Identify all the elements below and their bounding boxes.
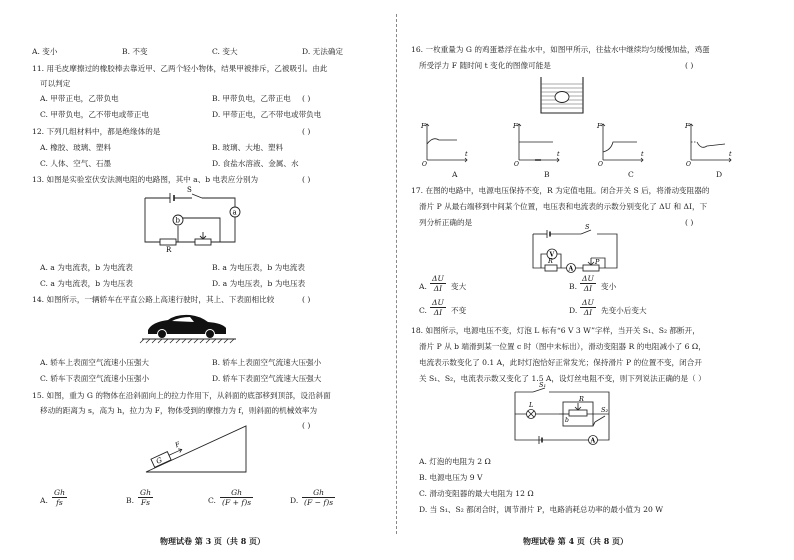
q15-option-b-letter: B. [126,496,134,505]
q15-block-label: G [155,456,164,466]
q17-option-a-text: 变大 [451,282,467,291]
svg-text:P: P [595,258,600,266]
q18-option-a: A. 灯泡的电阻为 2 Ω [419,457,491,466]
q18-stem-line3: 电流表示数变化了 0.1 A，此时灯泡恰好正常发光；保持滑片 P 的位置不变，闭合开 [419,358,702,367]
q13-option-c: C. a 为电流表，b 为电压表 [40,279,133,288]
q18-stem-line1: 18. 如图所示，电源电压不变，灯泡 L 标有“6 V 3 W”字样，当开关 S₁、S₂ 都断开， [411,326,700,335]
q10-option-a: A. 变小 [32,47,58,56]
q17-option-c-letter: C. [419,306,427,315]
q17-stem-line1: 17. 在图的电路中，电源电压保持不变，R 为定值电阻。闭合开关 S 后，将滑动变阻器的 [411,186,710,195]
q12-option-c: C. 人体、空气、石墨 [40,159,112,168]
svg-text:t: t [641,150,644,158]
q17-option-a-fraction: $\frac{\Delta U}{\Delta I}$ [432,274,444,294]
left-page-footer: 物理试卷 第 3 页（共 8 页） [160,536,266,546]
q14-option-b: B. 轿车上表面空气流速大压强小 [212,358,322,367]
q15-option-a-fraction: $\frac{Gh}{fs}$ [54,488,65,508]
q18-option-b: B. 电源电压为 9 V [419,473,483,482]
svg-text:S₁: S₁ [539,381,547,389]
q15-answer-bracket: ( ) [302,421,311,430]
q12-option-b: B. 玻璃、大地、塑料 [212,143,284,152]
q13-option-d: D. a 为电压表，b 为电压表 [212,279,306,288]
q14-stem: 14. 如图所示，一辆轿车在平直公路上高速行驶时，其上、下表面相比较 [32,295,275,304]
q13-stem: 13. 如图是实验室伏安法测电阻的电路图，其中 a、b 电表应分别为 [32,175,259,184]
svg-text:t: t [465,150,468,158]
q16-stem-line2: 所受浮力 F 随时间 t 变化的图像可能是 [419,61,551,70]
q13-option-b: B. a 为电压表，b 为电流表 [212,263,305,272]
q11-answer-bracket: ( ) [302,94,311,103]
q14-option-c: C. 轿车下表面空气流速小压强小 [40,374,150,383]
svg-text:S: S [585,223,590,231]
right-page [397,0,794,560]
q17-option-c-fraction: $\frac{\Delta U}{\Delta I}$ [432,298,444,318]
svg-text:O: O [598,161,603,168]
q11-stem-line1: 11. 用毛皮摩擦过的橡胶棒去靠近甲、乙两个轻小物体，结果甲被排斥，乙被吸引。由此 [32,64,328,73]
q10-option-c: C. 变大 [212,47,238,56]
svg-text:S₂: S₂ [601,406,609,414]
q18-option-d: D. 当 S₁、S₂ 都闭合时，调节滑片 P，电路消耗总功率的最小值为 20 W [419,505,664,514]
q13-meter-b-label: b [175,216,180,225]
q14-option-a: A. 轿车上表面空气流速小压强大 [40,358,150,367]
q17-option-a-letter: A. [419,282,427,291]
q17-stem-line2: 滑片 P 从最右端移到中间某个位置，电压表和电流表的示数分别变化了 ΔU 和 ΔI，下 [419,202,708,211]
q17-option-b-text: 变小 [601,282,617,291]
q17-option-c-text: 不变 [451,306,467,315]
q15-option-c-letter: C. [208,496,216,505]
svg-text:F: F [513,122,518,130]
q16-graph-a-label: A [452,170,458,179]
svg-text:t: t [557,150,560,158]
svg-text:O: O [686,161,691,168]
q17-option-d-text: 先变小后变大 [601,306,647,315]
q10-option-d: D. 无法确定 [302,47,344,56]
q17-option-d-fraction: $\frac{\Delta U}{\Delta I}$ [582,298,594,318]
q17-answer-bracket: ( ) [685,218,694,227]
q16-graph-a [421,122,471,168]
svg-text:F: F [421,122,426,130]
q18-option-c: C. 滑动变阻器的最大电阻为 12 Ω [419,489,534,498]
svg-text:F: F [685,122,690,130]
q10-option-b: B. 不变 [122,47,148,56]
svg-text:O: O [422,161,427,168]
q11-stem-line2: 可以判定 [40,79,71,88]
q13-option-a: A. a 为电流表，b 为电流表 [40,263,133,272]
svg-text:F: F [597,122,602,130]
q11-option-a: A. 甲带正电，乙带负电 [40,94,119,103]
svg-text:A: A [568,265,574,273]
q17-option-b-letter: B. [569,282,577,291]
q14-answer-bracket: ( ) [302,295,311,304]
svg-text:b: b [565,417,569,424]
q16-graph-d [685,122,735,168]
q15-option-d-fraction: $\frac{Gh}{(F - f)s}$ [304,488,334,508]
q12-option-a: A. 橡胶、玻璃、塑料 [40,143,112,152]
svg-text:O: O [514,161,519,168]
svg-text:L: L [529,401,534,409]
q12-option-d: D. 食盐水溶液、金属、水 [212,159,299,168]
q15-option-d-letter: D. [290,496,299,505]
q11-option-c: C. 甲带负电，乙不带电或带正电 [40,110,150,119]
q14-car-on-road-figure [142,312,236,344]
q12-stem: 12. 下列几组材料中，都是绝缘体的是 [32,127,161,136]
svg-text:R: R [579,395,584,403]
q16-beaker-figure [537,75,587,115]
q16-stem-line1: 16. 一枚重量为 G 的鸡蛋悬浮在盐水中，如图甲所示，往盐水中继续均匀缓慢加盐，鸡蛋 [411,45,710,54]
q17-stem-line3: 列分析正确的是 [419,218,473,227]
q11-option-b: B. 甲带负电，乙带正电 [212,94,291,103]
q13-meter-a-label: a [232,208,237,217]
q18-stem-line4: 关 S₁、S₂，电流表示数又变化了 1.5 A，设灯丝电阻不变，则下列说法正确的是（ ） [419,374,706,383]
egg-shape [555,92,569,103]
q18-circuit-diagram [509,381,617,448]
q12-answer-bracket: ( ) [302,127,311,136]
q17-circuit-diagram [527,223,623,273]
svg-text:R: R [548,257,553,265]
q13-switch-label: S [187,186,192,194]
q11-option-d: D. 甲带正电，乙不带电或带负电 [212,110,322,119]
q16-graph-c [597,122,647,168]
q16-graph-c-label: C [628,170,634,179]
q15-incline-figure [142,420,254,476]
svg-text:V: V [549,251,555,259]
q13-resistor-label: R [166,246,172,254]
q15-option-b-fraction: $\frac{Gh}{Fs}$ [140,488,151,508]
q16-answer-bracket: ( ) [685,61,694,70]
q15-option-c-fraction: $\frac{Gh}{(F + f)s}$ [222,488,252,508]
q16-graph-b-label: B [544,170,550,179]
q15-force-label: F [173,440,182,450]
svg-text:A: A [590,437,596,445]
q17-option-d-letter: D. [569,306,578,315]
right-page-footer: 物理试卷 第 4 页（共 8 页） [523,536,629,546]
q16-graph-b [513,122,563,168]
svg-text:t: t [729,150,732,158]
q15-stem-line2: 移动的距离为 s，高为 h，拉力为 F，物体受到的摩擦力为 f，则斜面的机械效率为 [40,406,318,415]
q15-option-a-letter: A. [40,496,48,505]
q16-graph-d-label: D [716,170,723,179]
q15-stem-line1: 15. 如图，重为 G 的物体在沿斜面向上的拉力作用下，从斜面的底部移到顶部，设沿斜面 [32,391,331,400]
q17-option-b-fraction: $\frac{\Delta U}{\Delta I}$ [582,274,594,294]
q13-answer-bracket: ( ) [302,175,311,184]
q13-circuit-diagram [140,186,240,254]
q14-option-d: D. 轿车下表面空气流速大压强大 [212,374,322,383]
q18-stem-line2: 滑片 P 从 b 端滑到某一位置 c 时（图中未标出），滑动变阻器 R 的电阻减小了 6 Ω， [419,342,706,351]
